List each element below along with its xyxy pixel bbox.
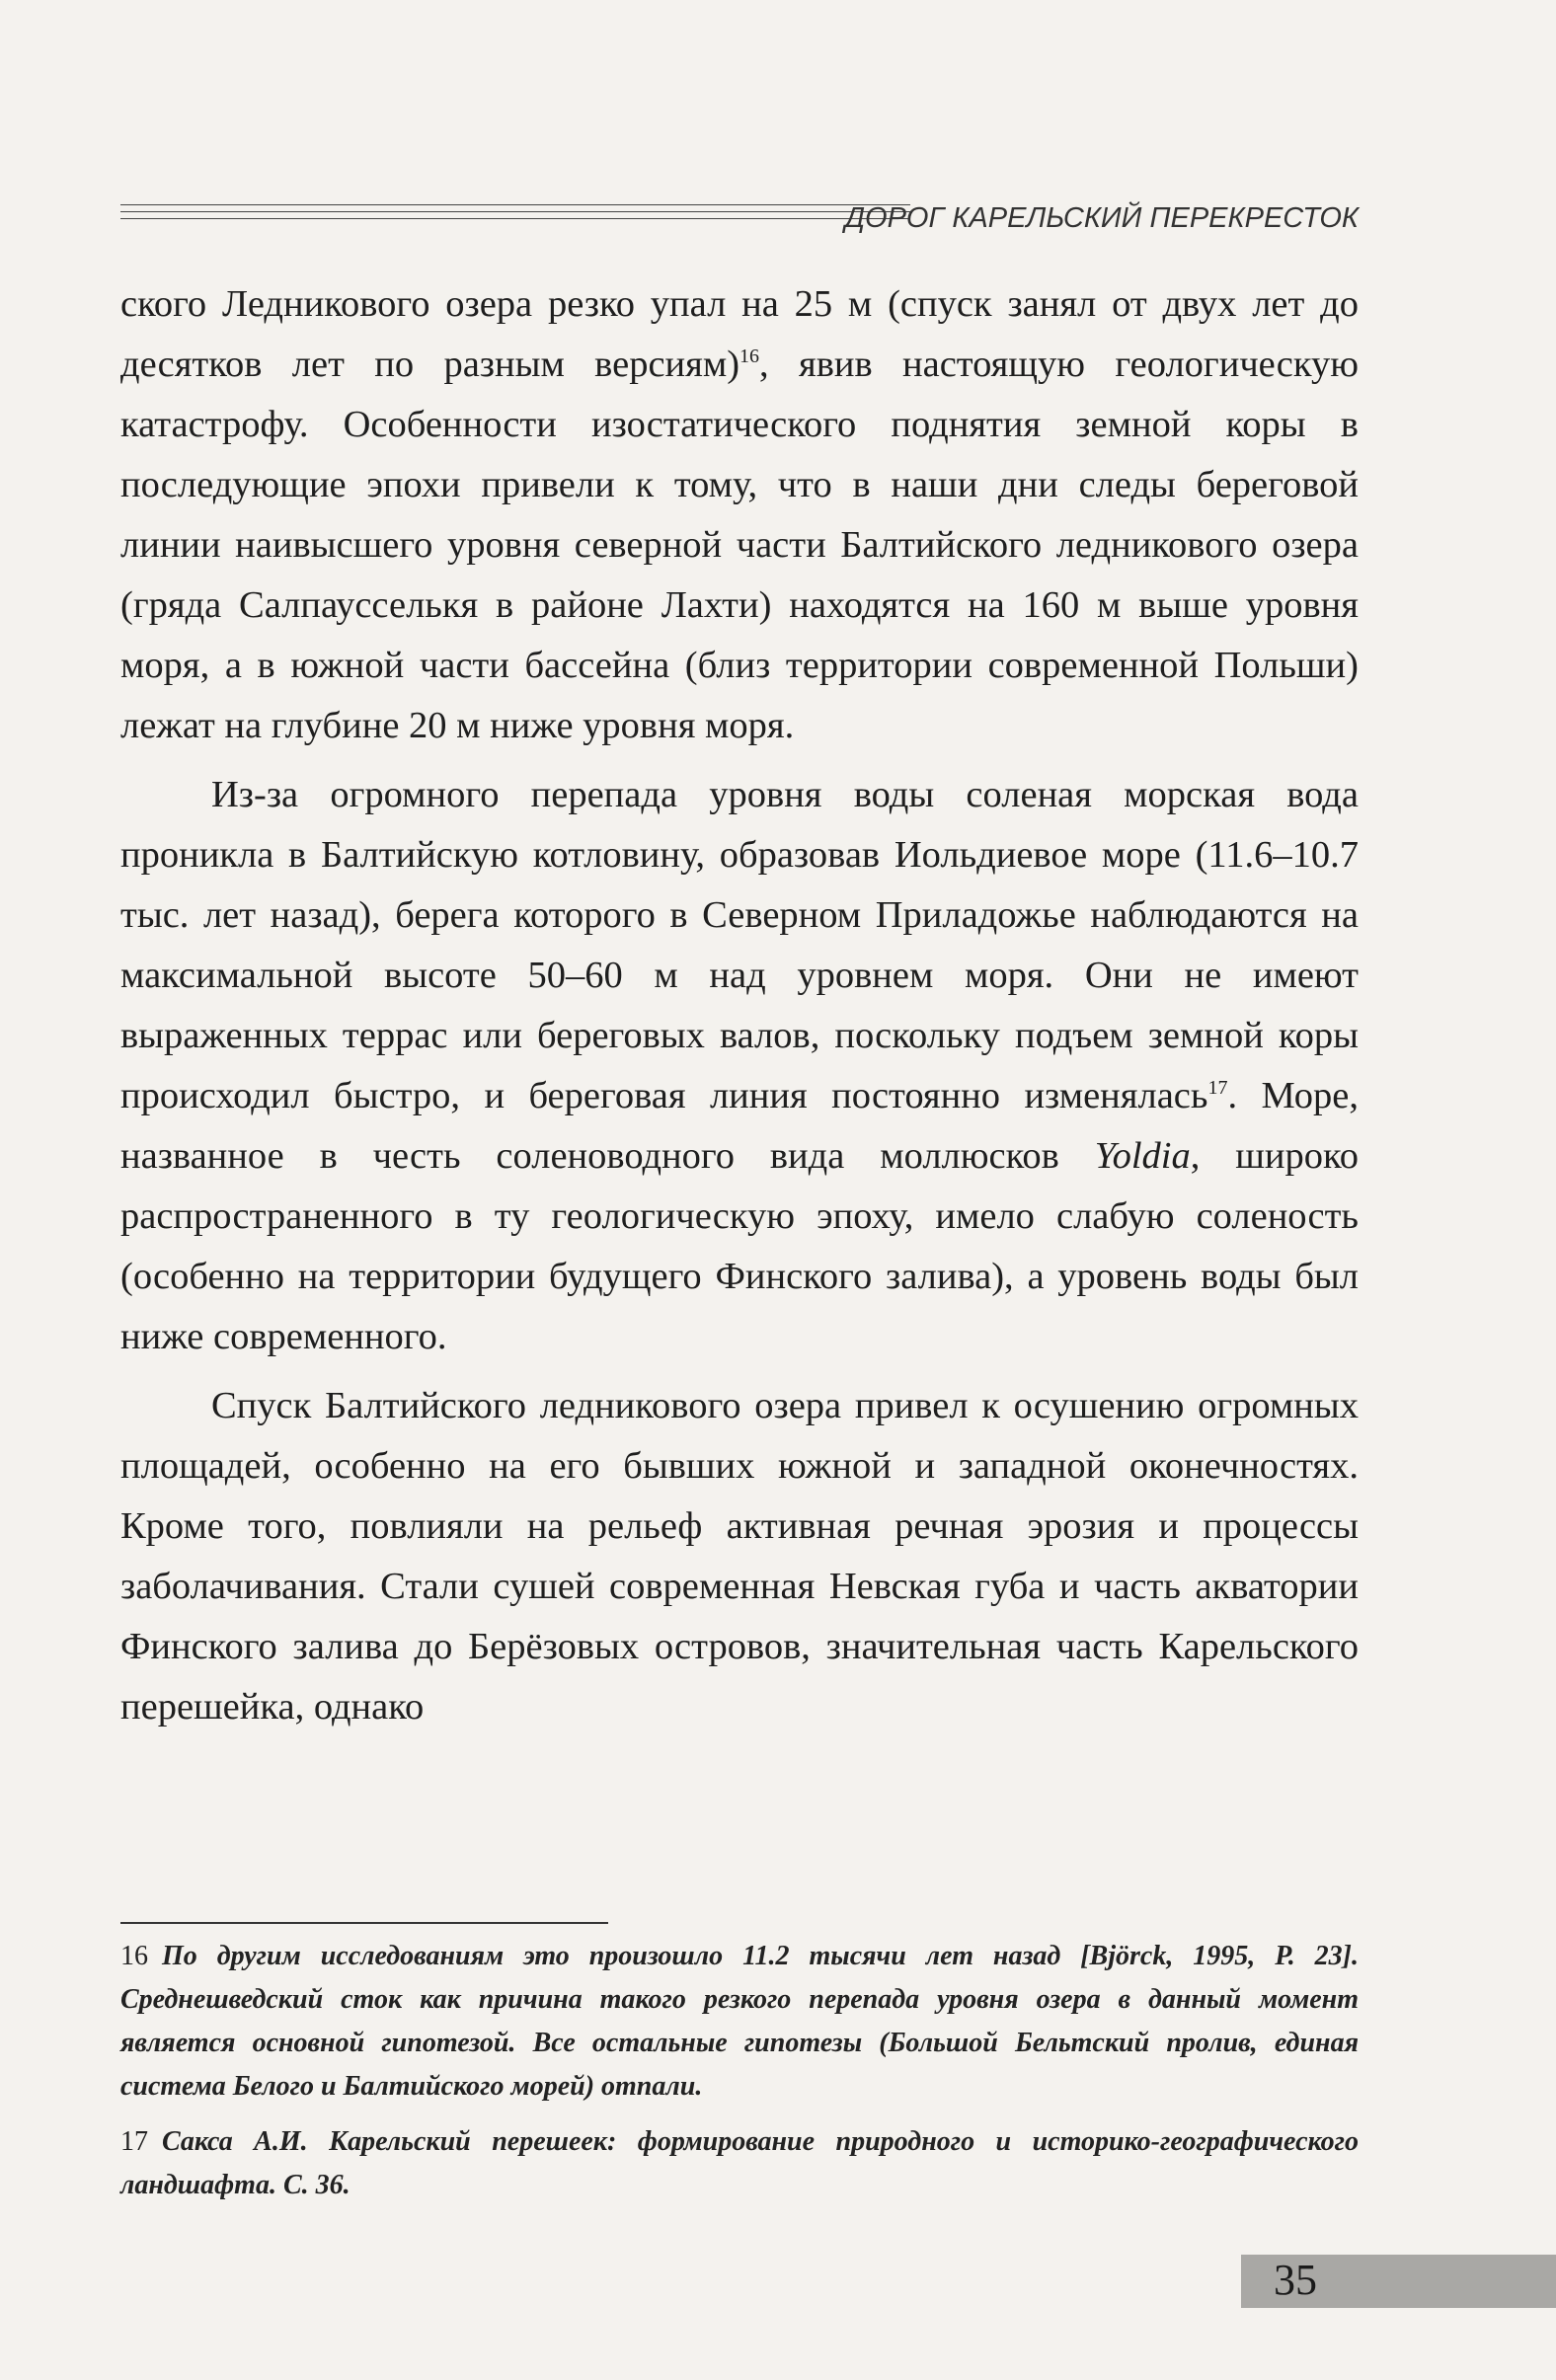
paragraph-3: Спуск Балтийского ледникового озера привел к осушению огромных площадей, особенно на его бывших южной и западной оконечностях. Кроме того, повлияли на рельеф активная речная эрозия и процессы заболачивания. Стали сушей современная Невская губа и часть акватории Финского залива до Берёзовых островов, значительная часть Карельского перешейка, однако	[120, 1385, 1359, 1727]
footnote-separator	[120, 1922, 608, 1924]
footnote-17	[120, 2120, 1359, 2207]
footnote-ref-16[interactable]: 16	[739, 345, 760, 368]
footnote-16	[120, 1935, 1359, 2109]
header-rule	[120, 211, 910, 212]
species-name: Yoldia	[1094, 1135, 1191, 1177]
footnote-text: Сакса А.И. Карельский перешеек: формирование природного и историко-географического ландшафта. С. 36.	[120, 2126, 1359, 2200]
footnotes	[120, 1935, 1359, 2219]
paragraph-2: Из-за огромного перепада уровня воды соленая морская вода проникла в Балтийскую котловину, образовав Иольдиевое море (11.6–10.7 тыс. лет назад), берега которого в Северном Приладожье наблюдаются на максимальной высоте 50–60 м над уровнем моря. Они не имеют выраженных террас или береговых валов, поскольку подъем земной коры происходил быстро, и береговая линия постоянно изменялась$^{17}$. Море, названное в честь соленоводного вида моллюсков Yoldia, широко распространенного в ту геологическую эпоху, имело слабую соленость (особенно на территории будущего Финского залива), а уровень воды был ниже современного.	[120, 774, 1359, 1357]
header-rule	[120, 204, 910, 205]
main-text	[120, 274, 1359, 1737]
footnote-ref-17[interactable]: 17	[1207, 1077, 1228, 1100]
footnote-number: 17	[120, 2126, 148, 2157]
running-title: ДОРОГ КАРЕЛЬСКИЙ ПЕРЕКРЕСТОК	[844, 202, 1359, 234]
paragraph-1: ского Ледникового озера резко упал на 25 м (спуск занял от двух лет до десятков лет по разным версиям)$^{16}$, явив настоящую геологическую катастрофу. Особенности изостатического поднятия земной коры в последующие эпохи привели к тому, что в наши дни следы береговой линии наивысшего уровня северной части Балтийского ледникового озера (гряда Салпаусселькя в районе Лахти) находятся на 160 м выше уровня моря, а в южной части бассейна (близ территории современной Польши) лежат на глубине 20 м ниже уровня моря.	[120, 283, 1359, 746]
page-number: 35	[1274, 2256, 1317, 2304]
running-header	[120, 200, 1359, 240]
footnote-text: По другим исследованиям это произошло 11.2 тысячи лет назад [Björck, 1995, P. 23]. Среднешведский сток как причина такого резкого перепада уровня озера в данный момент является основной гипотезой. Все остальные гипотезы (Большой Бельтский пролив, единая система Белого и Балтийского морей) отпали.	[120, 1941, 1359, 2102]
header-rule	[120, 218, 910, 219]
footnote-number: 16	[120, 1941, 148, 1971]
